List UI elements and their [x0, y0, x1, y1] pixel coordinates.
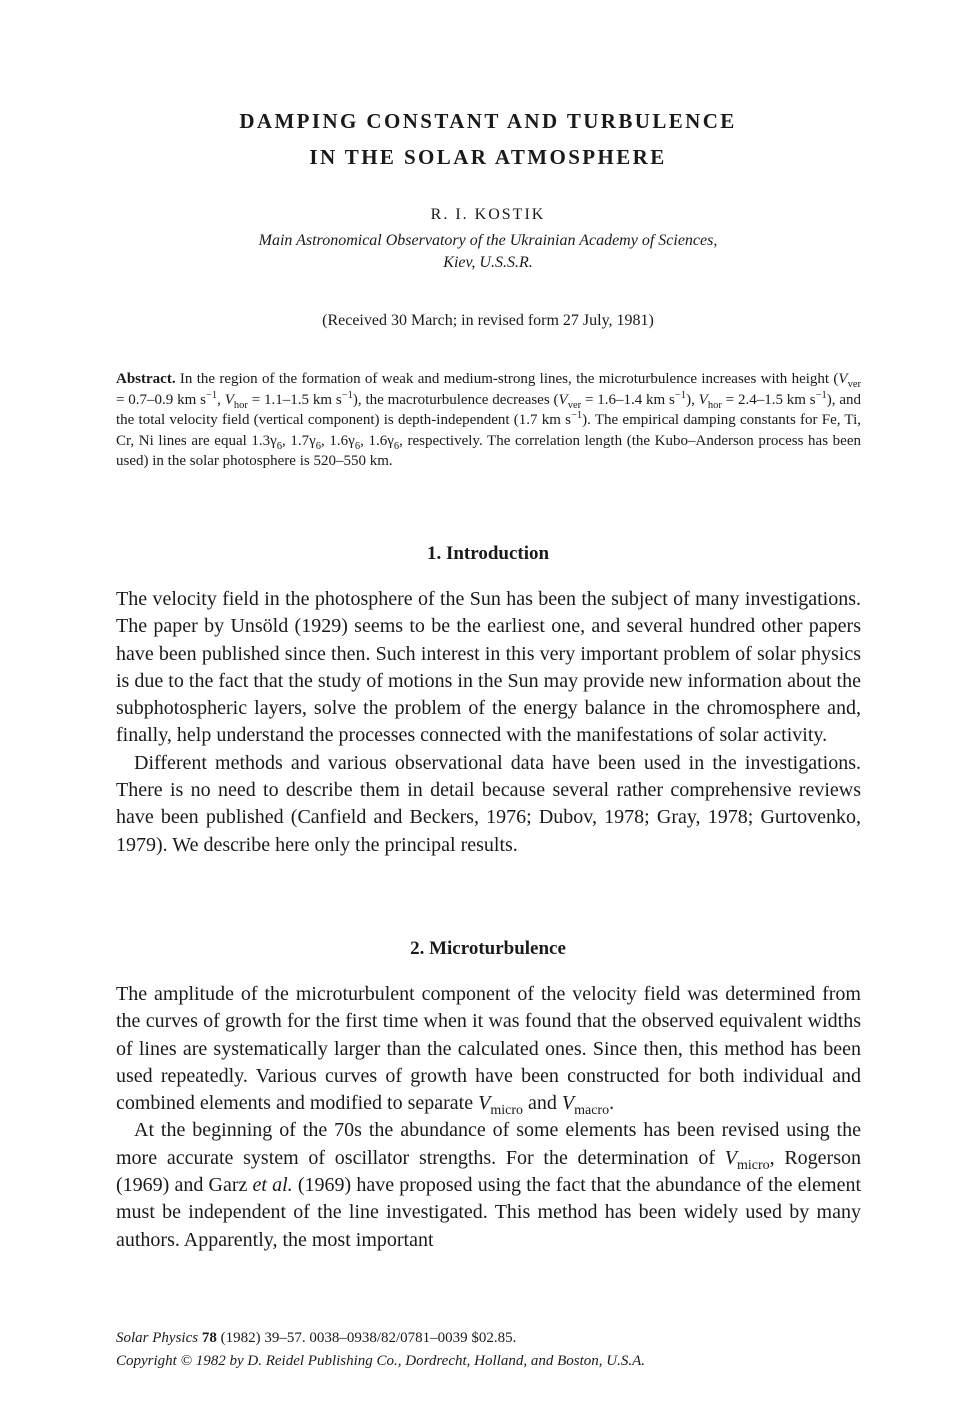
author-name: R. I. KOSTIK: [430, 206, 546, 223]
section-microturbulence-body: [116, 981, 861, 1254]
paragraph: At the beginning of the 70s the abundance of some elements has been revised using the more accurate system of oscillator strengths. For the determination of $V_{micro}$, Rogerson (1969) and Garz et al. (1969) have proposed using the fact that the abundance of the element must be independent of the line investigated. This method has been widely used by many authors. Apparently, the most important: [116, 1119, 862, 1251]
copyright-line: Copyright © 1982 by D. Reidel Publishing Co., Dordrecht, Holland, and Boston, U.S.A.: [116, 1353, 645, 1369]
paragraph: The amplitude of the microturbulent component of the velocity field was determined from the curves of growth for the first time when it was found that the observed equivalent widths of lines are systematically larger than the calculated ones. Since then, this method has been used repeatedly. Various curves of growth have been constructed for both individual and combined elements and modified to separate $V_{micro}$ and $V_{macro}$.: [116, 983, 861, 1119]
abstract: [116, 369, 861, 472]
paper-title-line-2: IN THE SOLAR ATMOSPHERE: [309, 145, 667, 169]
received-dates: (Received 30 March; in revised form 27 July, 1981): [322, 312, 654, 329]
abstract-text: In the region of the formation of weak and medium-strong lines, the microturbulence increases with height ($V_{ver} = 0.7-0.9$ km $s^{-1}$, $V_{hor} = 1.1-1.5$ km $s^{-1}$), the macroturbulence decreases ($V_{ver} = 1.6-1.4$ km $s^{-1}$), $V_{hor} = 2.4-1.5$ km $s^{-1}$), and the total velocity field (vertical component) is depth-independent (1.7 km $s^{-1}$). The empirical damping constants for Fe, Ti, Cr, Ni lines are equal $1.3\gamma_6$, $1.7\gamma_6$, $1.6\gamma_6$, $1.6\gamma_6$, respectively. The correlation length (the Kubo–Anderson process has been used) in the solar photosphere is 520–550 km.: [116, 371, 862, 469]
paragraph: Different methods and various observational data have been used in the investigations. There is no need to describe them in detail because several rather comprehensive reviews have been published (Canfield and Beckers, 1976; Dubov, 1978; Gray, 1978; Gurtovenko, 1979). We describe here only the principal results.: [116, 751, 861, 856]
abstract-label: Abstract.: [116, 371, 176, 387]
section-heading-introduction: 1. Introduction: [426, 543, 550, 564]
paragraph: The velocity field in the photosphere of the Sun has been the subject of many investigations. The paper by Unsöld (1929) seems to be the earliest one, and several hundred other papers have been published since then. Such interest in this very important problem of solar physics is due to the fact that the study of motions in the Sun may provide new information about the subphotospheric layers, solve the problem of the energy balance in the chromosphere and, finally, help understand the processes connected with the manifestations of solar activity.: [116, 588, 861, 747]
affiliation-line-2: Kiev, U.S.S.R.: [443, 254, 533, 271]
journal-citation: [116, 1330, 516, 1347]
paper-title-line-1: DAMPING CONSTANT AND TURBULENCE: [239, 109, 737, 133]
journal-pages-price: (1982) 39–57. 0038–0938/82/0781–0039 $02.85.: [220, 1330, 517, 1346]
affiliation-line-1: Main Astronomical Observatory of the Ukrainian Academy of Sciences,: [258, 232, 718, 249]
journal-name: Solar Physics: [116, 1330, 199, 1346]
journal-volume: 78: [201, 1330, 217, 1346]
section-heading-microturbulence: 2. Microturbulence: [410, 938, 566, 959]
section-introduction-body: [116, 586, 861, 859]
